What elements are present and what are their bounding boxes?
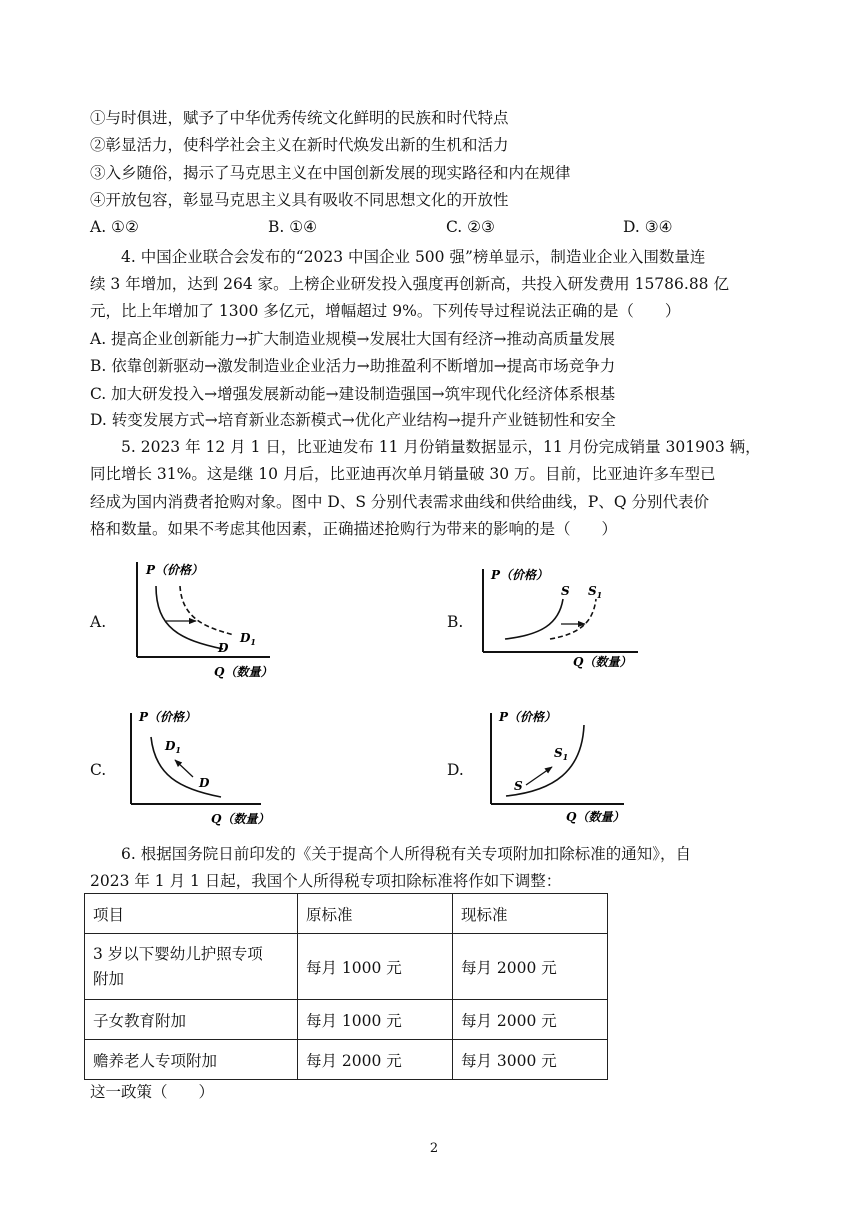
table-cell-new: 每月 2000 元 (453, 934, 608, 1000)
table-row (85, 1000, 608, 1040)
y-axis-label: P（价格） (499, 710, 557, 724)
q5-stem-line-2: 同比增长 31%。这是继 10 月后，比亚迪再次单月销量破 30 万。目前，比亚迪许多车型已 (90, 465, 716, 483)
q4-option-a: A. 提高企业创新能力→扩大制造业规模→发展壮大国有经济→推动高质量发展 (90, 330, 616, 348)
q3-option-c: C. ②③ (446, 218, 495, 236)
curve-label-d: D (218, 641, 229, 655)
table-header-item: 项目 (85, 894, 298, 934)
table-cell-item: 赡养老人专项附加 (85, 1040, 298, 1080)
table-cell-new: 每月 2000 元 (453, 1000, 608, 1040)
graph-d-supply-move (484, 705, 634, 827)
q3-option-d: D. ③④ (623, 218, 673, 236)
q4-option-c: C. 加大研发投入→增强发展新动能→建设制造强国→筑牢现代化经济体系根基 (90, 385, 616, 403)
deduction-standard-table (84, 893, 608, 1080)
y-axis-label: P（价格） (491, 568, 549, 582)
graph-c-demand-move (125, 705, 275, 827)
q4-stem-line-2: 续 3 年增加，达到 264 家。上榜企业研发投入强度再创新高，共投入研发费用 15786.88 亿 (90, 275, 729, 293)
q6-stem-line-2: 2023 年 1 月 1 日起，我国个人所得税专项扣除标准将作如下调整： (90, 872, 562, 890)
point-label-d: D (199, 776, 210, 790)
move-arrow (526, 767, 552, 785)
move-arrow (175, 760, 193, 777)
q3-options (90, 218, 790, 240)
table-header-row (85, 894, 608, 934)
curve-label-s1: $S_1$ (588, 584, 603, 600)
q5-stem-line-4: 格和数量。如果不考虑其他因素，正确描述抢购行为带来的影响的是（ ） (90, 520, 618, 538)
q3-statement-4: ④开放包容，彰显马克思主义具有吸收不同思想文化的开放性 (90, 191, 509, 209)
supply-curve-s1 (550, 599, 596, 639)
point-label-s: S (514, 779, 523, 793)
supply-curve-s (505, 599, 563, 639)
demand-curve-d (156, 586, 223, 649)
q3-statement-2: ②彰显活力，使科学社会主义在新时代焕发出新的生机和活力 (90, 136, 509, 154)
x-axis-label: Q（数量） (214, 665, 273, 679)
table-cell-item-line-2: 附加 (93, 969, 125, 988)
table-row (85, 934, 608, 1000)
demand-curve-d1 (180, 586, 234, 635)
table-header-new: 现标准 (453, 894, 608, 934)
table-cell-item (85, 934, 298, 1000)
demand-curve (151, 737, 221, 797)
y-axis-label: P（价格） (146, 563, 204, 577)
curve-label-s: S (561, 584, 570, 598)
q5-stem-line-3: 经成为国内消费者抢购对象。图中 D、S 分别代表需求曲线和供给曲线，P、Q 分别代表价 (90, 493, 709, 511)
table-cell-item-line-1: 3 岁以下婴幼儿护照专项 (93, 944, 263, 963)
graph-a-demand-shift (130, 556, 290, 682)
q4-stem-line-3: 元，比上年增加了 1300 多亿元，增幅超过 9%。下列传导过程说法正确的是（ ） (90, 302, 681, 320)
graph-a-option: A. (90, 613, 107, 631)
q4-option-d: D. 转变发展方式→培育新业态新模式→优化产业结构→提升产业链韧性和安全 (90, 411, 616, 429)
curve-label-d1: $D_1$ (240, 631, 256, 647)
q6-after-table: 这一政策（ ） (90, 1083, 215, 1101)
x-axis-label: Q（数量） (566, 810, 625, 824)
graph-b-supply-shift (475, 561, 645, 673)
table-header-old: 原标准 (298, 894, 453, 934)
q3-option-a: A. ①② (90, 218, 139, 236)
q3-statement-1: ①与时俱进，赋予了中华优秀传统文化鲜明的民族和时代特点 (90, 109, 509, 127)
q3-statement-3: ③入乡随俗，揭示了马克思主义在中国创新发展的现实路径和内在规律 (90, 164, 571, 182)
q5-stem-line-1: 5. 2023 年 12 月 1 日，比亚迪发布 11 月份销量数据显示，11 月份完成销量 301903 辆， (121, 438, 761, 456)
q6-stem-line-1: 6. 根据国务院日前印发的《关于提高个人所得税有关专项附加扣除标准的通知》，自 (121, 845, 691, 863)
table-cell-old: 每月 1000 元 (298, 1000, 453, 1040)
table-cell-old: 每月 1000 元 (298, 934, 453, 1000)
table-row (85, 1040, 608, 1080)
x-axis-label: Q（数量） (573, 655, 632, 669)
point-label-s1: $S_1$ (554, 746, 569, 762)
q4-option-b: B. 依靠创新驱动→激发制造业企业活力→助推盈利不断增加→提高市场竞争力 (90, 357, 616, 375)
y-axis-label: P（价格） (139, 710, 197, 724)
q3-option-b: B. ①④ (268, 218, 318, 236)
graph-c-option: C. (90, 761, 107, 779)
page-number: 2 (429, 1141, 439, 1156)
table-cell-new: 每月 3000 元 (453, 1040, 608, 1080)
x-axis-label: Q（数量） (211, 812, 270, 826)
graph-d-option: D. (447, 761, 464, 779)
table-cell-item: 子女教育附加 (85, 1000, 298, 1040)
q4-stem-line-1: 4. 中国企业联合会发布的“2023 中国企业 500 强”榜单显示，制造业企业入围数量连 (121, 248, 706, 266)
point-label-d1: $D_1$ (165, 739, 181, 755)
table-cell-old: 每月 2000 元 (298, 1040, 453, 1080)
graph-b-option: B. (447, 613, 464, 631)
